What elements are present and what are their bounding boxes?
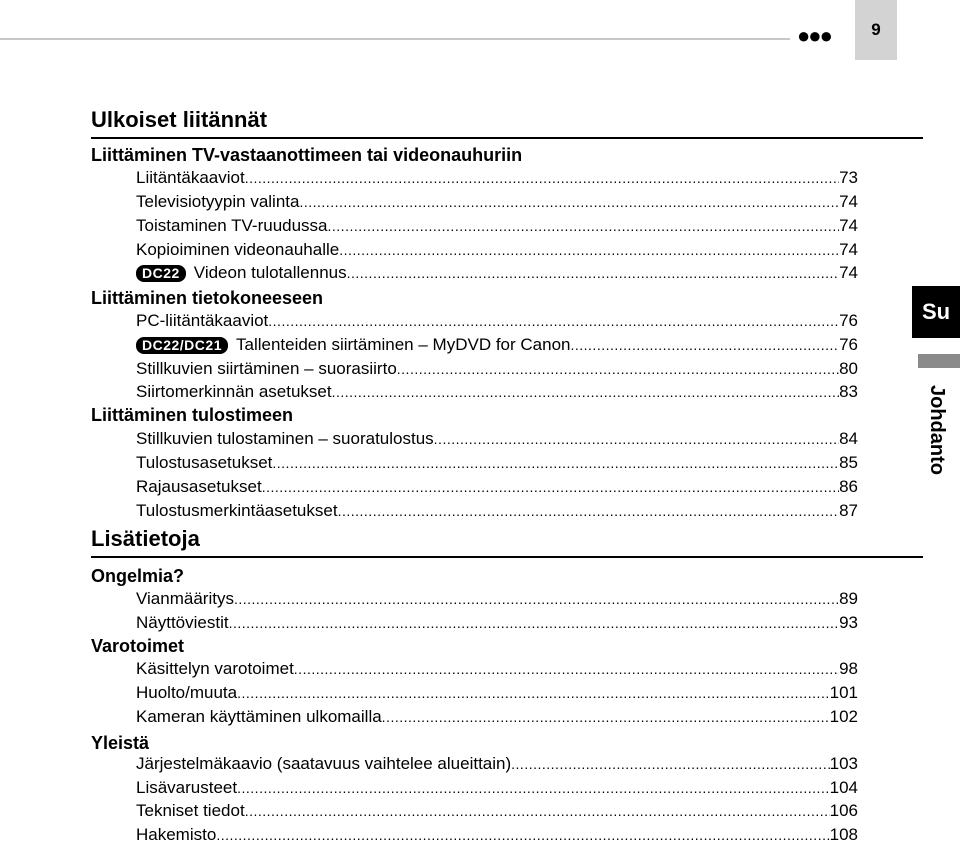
dot-leader [272, 452, 839, 474]
dot-leader [511, 753, 829, 775]
toc-entry-title [136, 334, 570, 356]
dot-leader [234, 588, 839, 610]
toc-entry-title [136, 167, 245, 189]
toc-entry-page: 74 [839, 240, 858, 259]
section-title-external-connections: Ulkoiset liitännät [91, 107, 923, 139]
dot-leader [237, 682, 830, 704]
toc-entry-text: Kopioiminen videonauhalle [136, 240, 340, 259]
subheading-tv-connection: Liittäminen TV-vastaanottimeen tai videonauhuriin [91, 145, 523, 165]
toc-entry-text: Toistaminen TV-ruudussa [136, 216, 328, 235]
dot-leader [347, 262, 839, 284]
toc-entry-page: 74 [839, 216, 858, 235]
toc-entry-page: 101 [829, 683, 858, 702]
dot-leader [328, 215, 840, 237]
language-tab [912, 286, 960, 338]
toc-entry-text: Liitäntäkaaviot [136, 168, 245, 187]
section-title-additional-info: Lisätietoja [91, 526, 923, 558]
toc-entry-page: 106 [829, 801, 858, 820]
toc-entry-title [136, 310, 268, 332]
toc-entry [136, 682, 858, 704]
model-badge: DC22 [136, 265, 186, 282]
dot-leader [397, 358, 839, 380]
toc-entry-text: Vianmääritys [136, 589, 234, 608]
toc-entry [136, 381, 858, 403]
toc-entry [136, 476, 858, 498]
language-tab-bar [918, 354, 960, 368]
dot-leader [229, 612, 839, 634]
toc-entry-text: Järjestelmäkaavio (saatavuus vaihtelee alueittain) [136, 754, 512, 773]
toc-entry-title [136, 239, 339, 261]
toc-entry-page: 93 [839, 613, 858, 632]
toc-entry-page: 73 [839, 168, 858, 187]
toc-entry-title [136, 706, 382, 728]
dot-leader [245, 167, 839, 189]
toc-entry-text: Näyttöviestit [136, 613, 229, 632]
toc-entry-title [136, 682, 237, 704]
page-number: 9 [871, 20, 881, 39]
toc-entry-title [136, 612, 229, 634]
toc-entry-text: Stillkuvien siirtäminen – suorasiirto [136, 359, 397, 378]
toc-entry-page: 98 [839, 659, 858, 678]
dot-leader [339, 239, 839, 261]
toc-entry-title [136, 658, 294, 680]
toc-entry [136, 167, 858, 189]
toc-entry-text: Käsittelyn varotoimet [136, 659, 294, 678]
toc-entry-title [136, 191, 299, 213]
toc-entry-title [136, 262, 347, 284]
toc-entry-title [136, 215, 328, 237]
toc-entry-page: 83 [839, 382, 858, 401]
dot-leader [338, 500, 840, 522]
toc-entry-page: 108 [829, 825, 858, 844]
toc-entry-page: 76 [839, 335, 858, 354]
toc-entry-page: 86 [839, 477, 858, 496]
toc-entry [136, 191, 858, 213]
toc-entry [136, 310, 858, 332]
dot-leader [332, 381, 839, 403]
header-dots: ●●● [797, 23, 831, 48]
dot-leader [382, 706, 830, 728]
toc-entry-title [136, 588, 234, 610]
dot-leader [294, 658, 839, 680]
toc-entry [136, 777, 858, 799]
toc-entry-title [136, 358, 397, 380]
toc-entry-page: 87 [839, 501, 858, 520]
toc-entry [136, 358, 858, 380]
subheading-troubleshooting: Ongelmia? [91, 566, 185, 586]
dot-leader [434, 428, 839, 450]
toc-entry [136, 800, 858, 822]
toc-entry-page: 80 [839, 359, 858, 378]
page-number-tab [855, 0, 897, 60]
toc-entry-text: Televisiotyypin valinta [136, 192, 300, 211]
toc-entry-page: 89 [839, 589, 858, 608]
toc-entry [136, 215, 858, 237]
dot-leader [245, 800, 830, 822]
subheading-general: Yleistä [91, 733, 150, 753]
toc-entry-text: Tulostusmerkintäasetukset [136, 501, 338, 520]
toc-entry-text: Tekniset tiedot [136, 801, 245, 820]
toc-entry-text: Lisävarusteet [136, 778, 238, 797]
toc-entry [136, 706, 858, 728]
toc-entry [136, 334, 858, 356]
toc-entry-text: Rajausasetukset [136, 477, 262, 496]
toc-entry-page: 74 [839, 192, 858, 211]
toc-entry [136, 753, 858, 775]
toc-entry-text: PC-liitäntäkaaviot [136, 311, 269, 330]
toc-entry-page: 84 [839, 429, 858, 448]
dot-leader [262, 476, 839, 498]
toc-entry-text: Siirtomerkinnän asetukset [136, 382, 332, 401]
toc-entry-page: 102 [829, 707, 858, 726]
toc-entry [136, 612, 858, 634]
toc-entry [136, 588, 858, 610]
subheading-printer-connection: Liittäminen tulostimeen [91, 405, 294, 425]
toc-entry-page: 103 [829, 754, 858, 773]
toc-entry [136, 262, 858, 284]
toc-entry [136, 500, 858, 522]
dot-leader [570, 334, 839, 356]
toc-entry-text: Hakemisto [136, 825, 217, 844]
toc-entry-page: 76 [839, 311, 858, 330]
toc-entry-title [136, 428, 434, 450]
toc-entry [136, 239, 858, 261]
toc-entry-title [136, 800, 245, 822]
dot-leader [237, 777, 830, 799]
dot-leader [299, 191, 839, 213]
subheading-precautions: Varotoimet [91, 636, 185, 656]
chapter-label: Johdanto [926, 385, 948, 475]
toc-entry-text: Tulostusasetukset [136, 453, 273, 472]
toc-entry-page: 104 [829, 778, 858, 797]
toc-entry [136, 658, 858, 680]
toc-entry [136, 428, 858, 450]
language-code: Su [921, 299, 951, 324]
toc-entry-page: 85 [839, 453, 858, 472]
toc-entry-text: Tallenteiden siirtäminen – MyDVD for Canon [235, 335, 571, 354]
dot-leader [268, 310, 839, 332]
toc-entry [136, 452, 858, 474]
model-badge: DC22/DC21 [136, 337, 228, 354]
toc-entry-page: 74 [839, 263, 858, 282]
toc-entry-title [136, 452, 272, 474]
toc-entry-title [136, 476, 262, 498]
toc-entry-title [136, 777, 237, 799]
toc-entry-title [136, 381, 332, 403]
toc-entry-text: Stillkuvien tulostaminen – suoratulostus [136, 429, 434, 448]
toc-entry-title [136, 500, 338, 522]
toc-entry-text: Huolto/muuta [136, 683, 238, 702]
toc-entry-text: Videon tulotallennus [193, 263, 347, 282]
header-rule [0, 38, 790, 40]
toc-entry-text: Kameran käyttäminen ulkomailla [136, 707, 382, 726]
subheading-computer-connection: Liittäminen tietokoneeseen [91, 288, 324, 308]
toc-entry-title [136, 753, 511, 775]
